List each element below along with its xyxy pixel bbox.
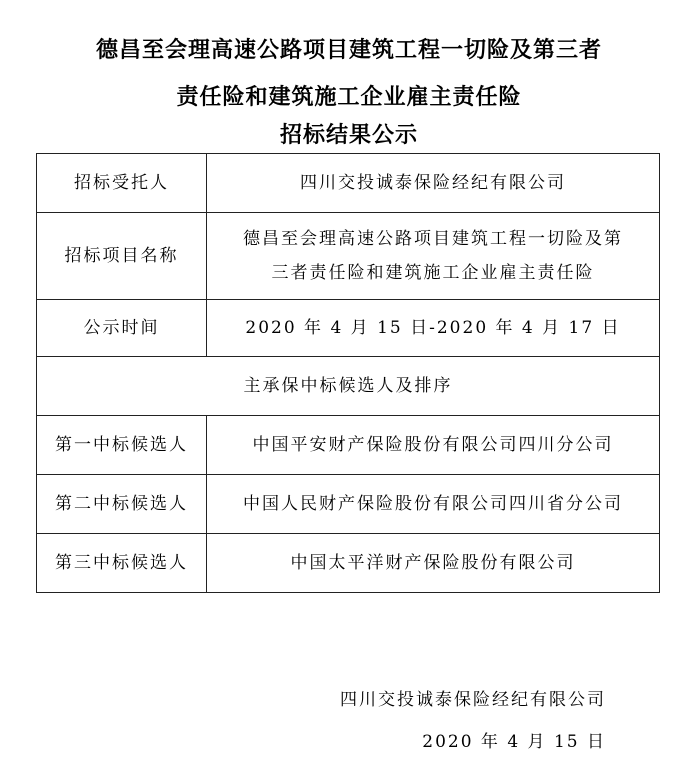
time-label: 公示时间 [37,300,207,357]
candidate-1-value: 中国平安财产保险股份有限公司四川分公司 [207,416,660,475]
candidate-3-label: 第三中标候选人 [37,534,207,593]
project-label: 招标项目名称 [37,213,207,300]
project-value-line-2: 三者责任险和建筑施工企业雇主责任险 [271,263,595,283]
table-row-candidate-2 [37,475,660,534]
signature-organization: 四川交投诚泰保险经纪有限公司 [340,690,606,710]
table-row-agent [37,154,660,213]
candidate-3-value: 中国太平洋财产保险股份有限公司 [207,534,660,593]
table-row-section-header [37,357,660,416]
project-value [207,213,660,300]
result-table [36,153,660,593]
agent-label: 招标受托人 [37,154,207,213]
table-row-project [37,213,660,300]
signature-date: 2020 年 4 月 15 日 [422,732,606,752]
candidate-2-value: 中国人民财产保险股份有限公司四川省分公司 [207,475,660,534]
table-row-time [37,300,660,357]
document-title-line-3: 招标结果公示 [279,122,418,148]
time-value: 2020 年 4 月 15 日-2020 年 4 月 17 日 [207,300,660,357]
table-row-candidate-1 [37,416,660,475]
table-row-candidate-3 [37,534,660,593]
agent-value: 四川交投诚泰保险经纪有限公司 [207,154,660,213]
section-header: 主承保中标候选人及排序 [37,357,660,416]
candidate-1-label: 第一中标候选人 [37,416,207,475]
document-title-line-2: 责任险和建筑施工企业雇主责任险 [176,84,522,110]
document-title-line-1: 德昌至会理高速公路项目建筑工程一切险及第三者 [95,37,602,63]
candidate-2-label: 第二中标候选人 [37,475,207,534]
project-value-line-1: 德昌至会理高速公路项目建筑工程一切险及第 [243,229,623,249]
